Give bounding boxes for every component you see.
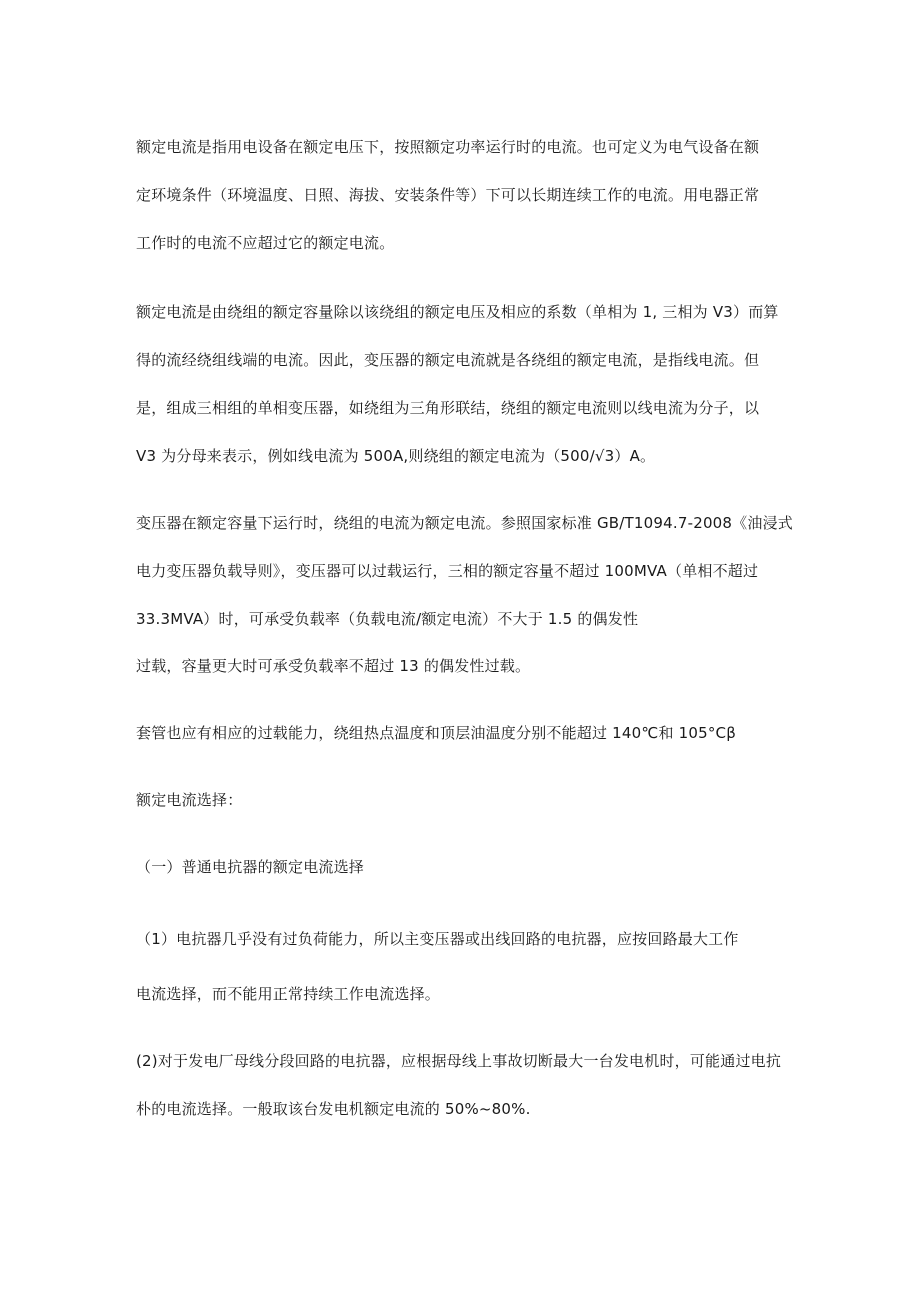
paragraph-4-line-1: 套管也应有相应的过载能力，绕组热点温度和顶层油温度分别不能超过 140℃和 105°Cβ bbox=[136, 724, 736, 742]
paragraph-2-line-2: 得的流经绕组线端的电流。因此，变压器的额定电流就是各绕组的额定电流，是指线电流。但 bbox=[136, 351, 760, 369]
paragraph-3-line-3: 33.3MVA）时，可承受负载率（负载电流/额定电流）不大于 1.5 的偶发性 bbox=[136, 610, 639, 628]
paragraph-1-line-2: 定环境条件（环境温度、日照、海拔、安装条件等）下可以长期连续工作的电流。用电器正常 bbox=[136, 186, 760, 204]
section-title: 额定电流选择： bbox=[136, 791, 243, 809]
paragraph-3-line-2: 电力变压器负载导则》，变压器可以过载运行，三相的额定容量不超过 100MVA（单相不超过 bbox=[136, 562, 759, 580]
item-2-line-2: 朴的电流选择。一般取该台发电机额定电流的 50%~80%. bbox=[136, 1100, 531, 1118]
paragraph-2-line-3: 是，组成三相组的单相变压器，如绕组为三角形联结，绕组的额定电流则以线电流为分子，以 bbox=[136, 399, 760, 417]
paragraph-2-line-1: 额定电流是由绕组的额定容量除以该绕组的额定电压及相应的系数（单相为 1, 三相为 V3）而算 bbox=[136, 303, 779, 321]
item-1-line-1: （1）电抗器几乎没有过负荷能力，所以主变压器或出线回路的电抗器，应按回路最大工作 bbox=[136, 930, 739, 948]
item-1-line-2: 电流选择，而不能用正常持续工作电流选择。 bbox=[136, 985, 441, 1003]
item-2-line-1: (2)对于发电厂母线分段回路的电抗器，应根据母线上事故切断最大一台发电机时，可能通过电抗 bbox=[136, 1052, 782, 1070]
subsection-title: （一）普通电抗器的额定电流选择 bbox=[136, 858, 365, 876]
paragraph-2-line-4: V3 为分母来表示，例如线电流为 500A,则绕组的额定电流为（500∕√3）A。 bbox=[136, 447, 656, 465]
paragraph-1-line-1: 额定电流是指用电设备在额定电压下，按照额定功率运行时的电流。也可定义为电气设备在额 bbox=[136, 138, 760, 156]
paragraph-1-line-3: 工作时的电流不应超过它的额定电流。 bbox=[136, 234, 395, 252]
paragraph-3-line-1: 变压器在额定容量下运行时，绕组的电流为额定电流。参照国家标准 GB/T1094.7-2008《油浸式 bbox=[136, 514, 793, 532]
paragraph-3-line-4: 过载，容量更大时可承受负载率不超过 13 的偶发性过载。 bbox=[136, 657, 531, 675]
